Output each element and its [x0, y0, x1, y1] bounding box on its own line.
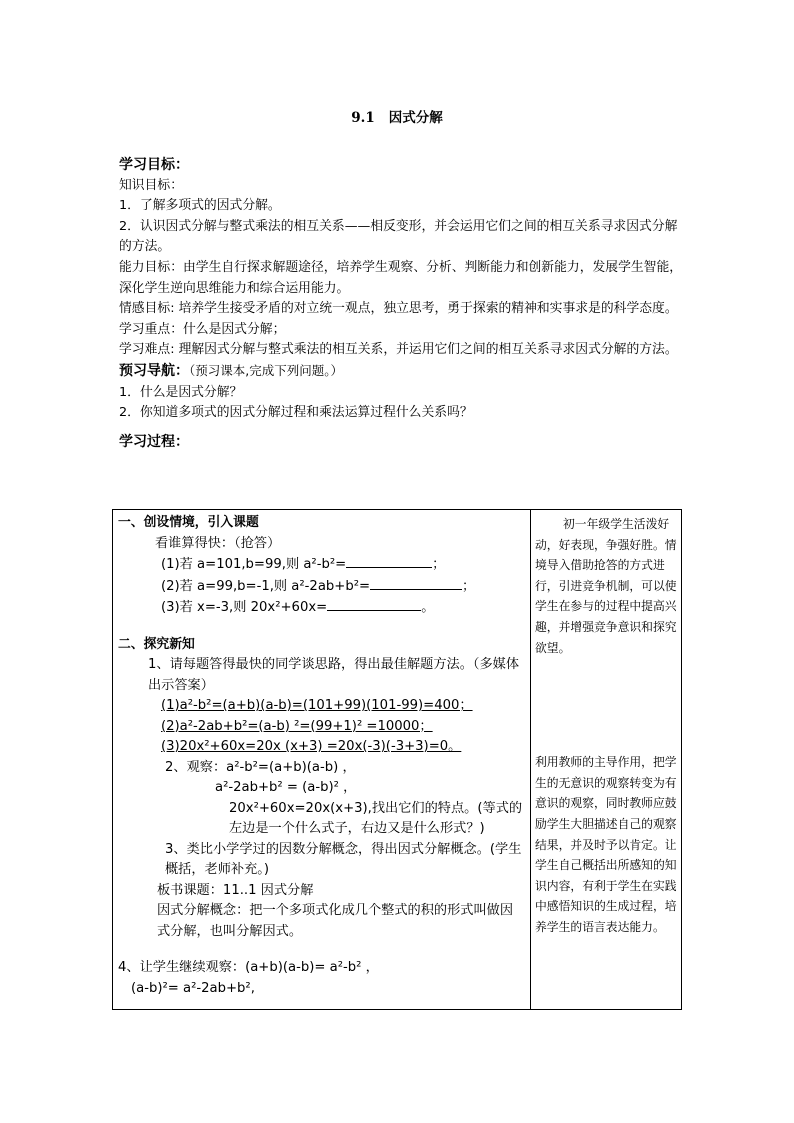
difficulty-point: 学习难点: 理解因式分解与整式乘法的相互关系，并运用它们之间的相互关系寻求因式分解的方法。	[119, 342, 678, 358]
section-1-heading: 一、创设情境，引入课题	[118, 515, 259, 530]
q3-text: (3)若 x=-3,则 20x²+60x=	[161, 600, 328, 615]
q1-end: ；	[432, 557, 446, 572]
preview-question-1: 1．什么是因式分解？	[119, 384, 243, 400]
preview-question-2: 2．你知道多项式的因式分解过程和乘法运算过程什么关系吗？	[119, 405, 473, 421]
lesson-main-cell	[113, 510, 531, 1010]
key-point: 学习重点：什么是因式分解；	[119, 321, 286, 337]
knowledge-label: 知识目标：	[119, 177, 183, 193]
answer-blank-1	[346, 554, 432, 568]
intro-section	[119, 155, 684, 452]
teaching-notes-cell	[531, 510, 682, 1010]
page-title	[0, 106, 794, 126]
ability-goal: 能力目标：由学生自行探求解题途径，培养学生观察、分析、判断能力和创新能力，发展学生智能，深化学生逆向思维能力和综合运用能力。	[119, 259, 683, 296]
q2-end: ；	[462, 578, 476, 594]
q1-text: (1)若 a=101,b=99,则 a²-b²=	[161, 557, 347, 572]
answer-blank-2	[370, 576, 462, 590]
observe-step-4b: (a-b)²= a²-2ab+b²,	[131, 980, 255, 996]
q2-text: (2)若 a=99,b=-1,则 a²-2ab+b²=	[161, 578, 371, 594]
warmup-question-3	[118, 597, 526, 619]
spacer	[118, 619, 526, 635]
quick-answer-prompt: 看谁算得快：（抢答）	[155, 535, 281, 551]
knowledge-goal-2: 2．认识因式分解与整式乘法的相互关系——相反变形，并会运用它们之间的相互关系寻求因式分解的方法。	[119, 218, 678, 255]
section-number: 9.1	[351, 110, 375, 126]
knowledge-goal-1: 1．了解多项式的因式分解。	[119, 198, 281, 214]
answer-blank-3	[327, 597, 421, 611]
observe-line-3: 20x²+60x=20x(x+3),找出它们的特点。(等式的左边是一个什么式子，右边又是什么形式？)	[229, 800, 523, 836]
observe-line-1: 2、观察：a²-b²=(a+b)(a-b) ，	[165, 759, 356, 775]
answer-1: (1)a²-b²=(a+b)(a-b)=(101+99)(101-99)=400；	[161, 698, 473, 713]
analogy-step: 3、类比小学学过的因数分解概念，得出因式分解概念。(学生概括，老师补充。)	[165, 841, 522, 877]
answer-3: (3)20x²+60x=20x (x+3) =20x(-3)(-3+3)=0。	[161, 739, 462, 754]
preview-heading: 预习导航：	[119, 362, 189, 379]
answer-2: (2)a²-2ab+b²=(a-b) ²=(99+1)² =10000；	[161, 718, 433, 734]
goals-heading: 学习目标：	[119, 157, 189, 173]
board-title: 板书课题：11..1 因式分解	[157, 882, 314, 898]
teaching-note-1: 初一年级学生活泼好动，好表现，争强好胜。情境导入借助抢答的方式进行，引进竞争机制，可以使学生在参与的过程中提高兴趣，并增强竞争意识和探究欲望。	[535, 517, 677, 655]
observe-step-4: 4、让学生继续观察：(a+b)(a-b)= a²-b² ，	[118, 960, 379, 975]
q3-end: 。	[421, 600, 435, 615]
warmup-question-1	[118, 554, 526, 576]
title-text: 因式分解	[388, 110, 443, 126]
teaching-note-2: 利用教师的主导作用，把学生的无意识的观察转变为有意识的观察，同时教师应鼓励学生大胆描述自己的观察结果，并及时予以肯定。让学生自己概括出所感知的知识内容，有利于学生在实践中感悟知识的生成过程，培养学生的语言表达能力。	[535, 755, 677, 934]
concept-definition: 因式分解概念：把一个多项式化成几个整式的积的形式叫做因式分解，也叫分解因式。	[157, 903, 514, 939]
lesson-table	[112, 509, 682, 1010]
section-2-heading: 二、探究新知	[118, 636, 195, 652]
warmup-question-2	[118, 576, 526, 598]
emotion-goal: 情感目标: 培养学生接受矛盾的对立统一观点，独立思考，勇于探索的精神和实事求是的科学态度。	[119, 301, 678, 317]
spacer-2	[118, 942, 526, 958]
observe-line-2: a²-2ab+b² = (a-b)² ，	[215, 780, 357, 795]
preview-note: （预习课本,完成下列问题。）	[189, 362, 343, 378]
preview-heading-row	[119, 361, 684, 383]
discussion-step-1: 1、请每题答得最快的同学谈思路，得出最佳解题方法。（多媒体出示答案）	[148, 657, 520, 693]
process-heading: 学习过程：	[119, 433, 189, 450]
